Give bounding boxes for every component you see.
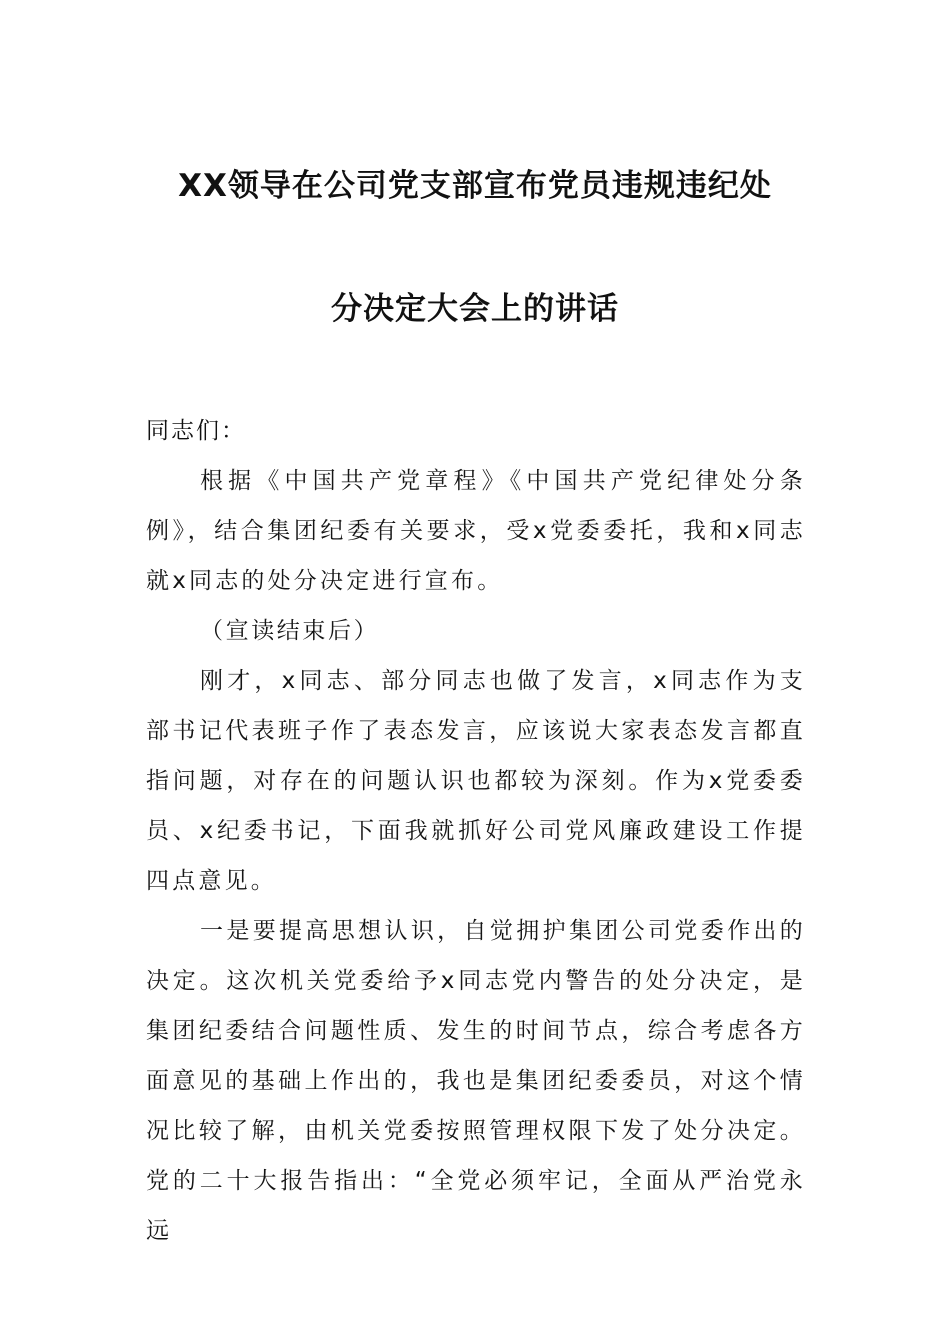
document-body xyxy=(146,456,806,1256)
paragraph-4: 一是要提高思想认识，自觉拥护集团公司党委作出的决定。这次机关党委给予x同志党内警告的处分决定，是集团纪委结合问题性质、发生的时间节点，综合考虑各方面意见的基础上作出的，我也是集团纪委委员，对这个情况比较了解，由机关党委按照管理权限下发了处分决定。党的二十大报告指出：“全党必须牢记，全面从严治党永远 xyxy=(146,918,806,1244)
paragraph-3: 刚才，x同志、部分同志也做了发言，x同志作为支部书记代表班子作了表态发言，应该说大家表态发言都直指问题，对存在的问题认识也都较为深刻。作为x党委委员、x纪委书记，下面我就抓好公司党风廉政建设工作提四点意见。 xyxy=(146,668,806,894)
paragraph-1: 根据《中国共产党章程》《中国共产党纪律处分条例》，结合集团纪委有关要求，受x党委委托，我和x同志就x同志的处分决定进行宣布。 xyxy=(146,468,806,594)
document-title-line-2: 分决定大会上的讲话 xyxy=(331,291,619,327)
paragraph-2: （宣读结束后） xyxy=(200,618,380,644)
salutation: 同志们： xyxy=(146,418,246,444)
document-title-line-1: XX领导在公司党支部宣布党员违规违纪处 xyxy=(178,168,772,204)
